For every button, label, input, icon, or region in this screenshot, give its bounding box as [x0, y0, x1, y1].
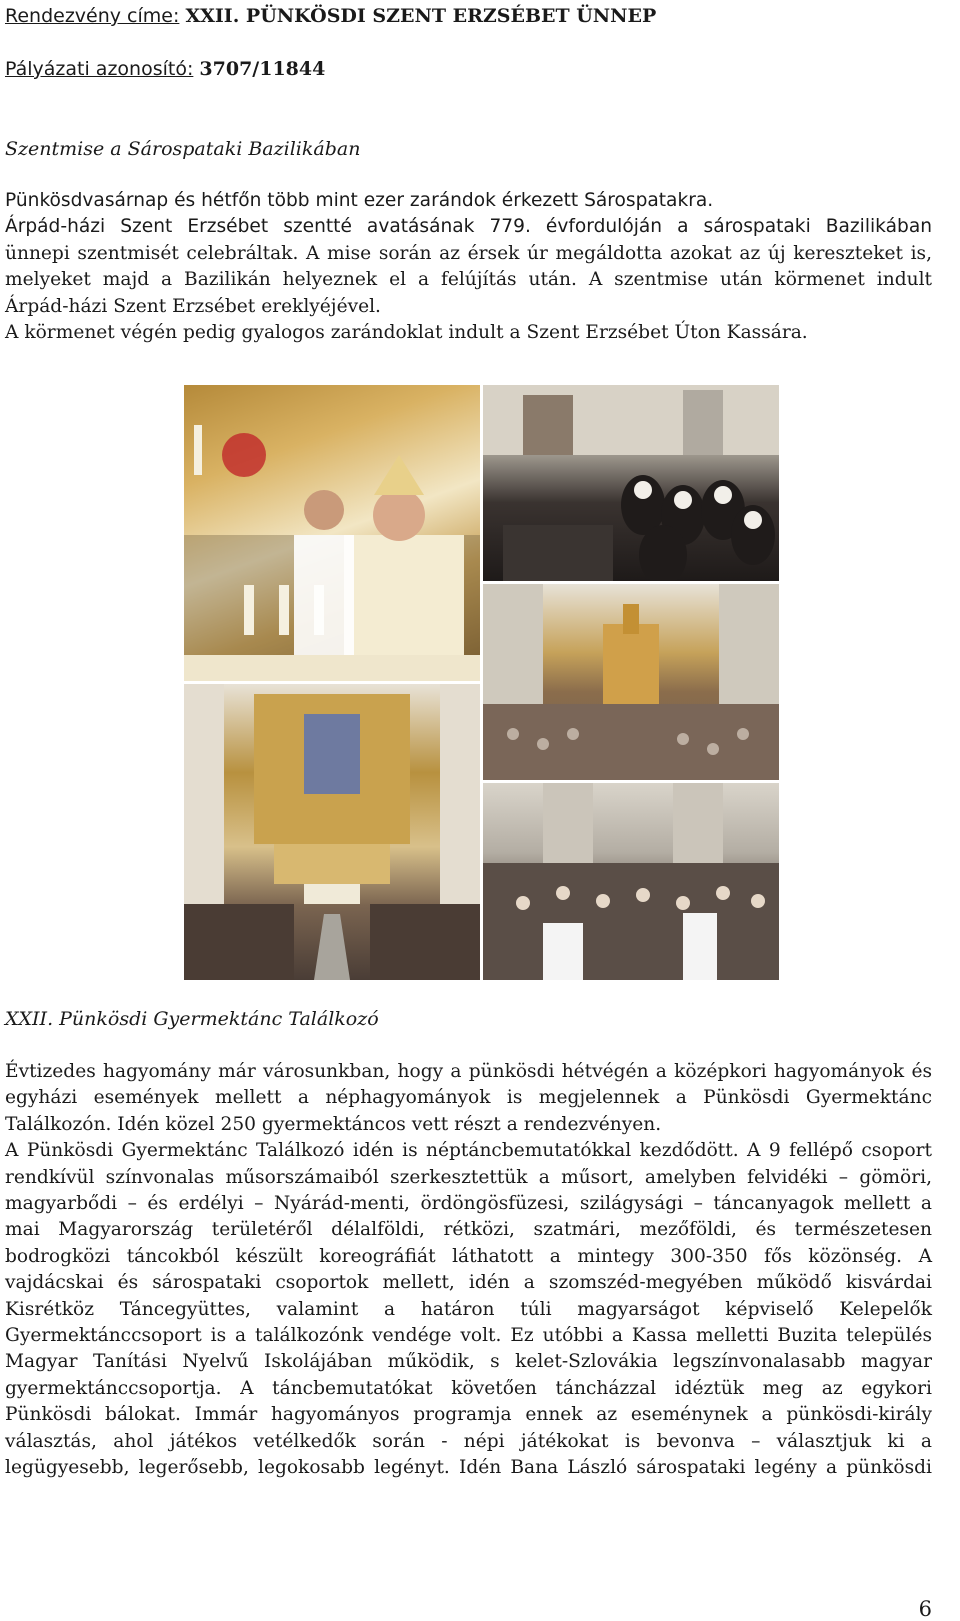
photo-congregation-standing [483, 783, 779, 980]
photo-archbishop-illustration [184, 385, 480, 681]
section2-line-7: mai Magyarország területéről délalföldi, rétközi, szatmári, mezőföldi, és természetesen [5, 1219, 932, 1241]
event-title-line [5, 3, 656, 29]
section1-line-1: Pünkösdvasárnap és hétfőn több mint ezer zarándok érkezett Sárospatakra. [5, 190, 714, 211]
section2-line-14: Pünkösdi bálokat. Immár hagyományos programja ennek az eseménynek a pünkösdi-király [5, 1404, 932, 1426]
section2-line-15: választás, ahol játékos vetélkedők során - népi játékokat is bevonva – választjuk ki a [5, 1430, 932, 1452]
section2-line-5: rendkívül színvonalas műsorszámaiból szerkesztettük a műsort, amelyben felvidéki – gömöri, [5, 1166, 932, 1188]
photo-nuns-illustration [483, 385, 779, 581]
application-id-line [5, 56, 325, 82]
section1-line-6: A körmenet végén pedig gyalogos zarándoklat indult a Szent Erzsébet Úton Kassára. [5, 322, 808, 344]
section2-line-2: egyházi események mellett a néphagyományok is megjelennek a Pünkösdi Gyermektánc [5, 1087, 932, 1109]
section1-line-3: ünnepi szentmisét celebráltak. A mise során az érsek úr megáldotta azokat az új kereszteket is, [5, 242, 932, 264]
section2-line-1: Évtizedes hagyomány már városunkban, hogy a pünkösdi hétvégén a középkori hagyományok és [5, 1061, 932, 1082]
section1-line-2: Árpád-házi Szent Erzsébet szentté avatásának 779. évfordulóján a sárospataki Bazilikában [5, 216, 932, 238]
application-id-value: 3707/11844 [199, 58, 326, 80]
photo-main-altar-mass [184, 684, 480, 980]
section1-line-5: Árpád-házi Szent Erzsébet ereklyéjével. [5, 295, 381, 317]
section2-line-4: A Pünkösdi Gyermektánc Találkozó idén is néptáncbemutatókkal kezdődött. A 9 fellépő csoport [5, 1140, 932, 1162]
page-number: 6 [918, 1597, 932, 1621]
photo-altar-illustration [184, 684, 480, 980]
section2-line-8: bodrogközi táncokból készült koreográfiát láthatott a mintegy 300-350 fős közönség. A [5, 1245, 932, 1267]
event-label: Rendezvény címe: [5, 5, 180, 27]
application-id-label: Pályázati azonosító: [5, 58, 194, 80]
photo-nuns-congregation [483, 385, 779, 581]
section2-line-3: Találkozón. Idén közel 250 gyermektáncos vett részt a rendezvényen. [5, 1113, 662, 1135]
section1-paragraph [5, 188, 932, 346]
section1-line-4: melyeket majd a Bazilikán helyeznek el a felújítás után. A szentmise után körmenet indult [5, 269, 932, 291]
section2-line-10: Kisrétköz Táncegyüttes, valamint a határon túli magyarságot képviselő Kelepelők [5, 1298, 932, 1320]
section2-line-13: gyermektánccsoportja. A táncbemutatókat követően táncházzal idéztük meg az egykori [5, 1377, 932, 1399]
event-title: XXII. PÜNKÖSDI SZENT ERZSÉBET ÜNNEP [185, 5, 657, 27]
section2-heading: XXII. Pünkösdi Gyermektánc Találkozó [5, 1008, 379, 1030]
section2-line-11: Gyermektánccsoport is a találkozónk vendége volt. Ez utóbbi a Kassa melletti Buzita település [5, 1325, 932, 1347]
photo-basilica-nave [483, 584, 779, 780]
section2-line-6: magyarbődi – és erdélyi – Nyárád-menti, ördöngösfüzesi, szilágysági – táncanyagok mellett a [5, 1193, 932, 1215]
section2-line-12: Magyar Tanítási Nyelvű Iskolájában működik, s kelet-Szlovákia legszínvonalasabb magyar [5, 1351, 932, 1373]
section2-line-16: legügyesebb, legerősebb, legokosabb legényt. Idén Bana László sárospataki legény a pünkösdi [5, 1457, 932, 1479]
photo-collage [184, 385, 779, 980]
photo-nave-illustration [483, 584, 779, 780]
photo-archbishop-altar [184, 385, 480, 681]
section2-paragraph [5, 1059, 932, 1482]
section2-line-9: vajdácskai és sárospataki csoportok mellett, idén a szomszéd-megyében működő kisvárdai [5, 1272, 932, 1294]
photo-congregation-illustration [483, 783, 779, 980]
section1-heading: Szentmise a Sárospataki Bazilikában [5, 138, 361, 160]
